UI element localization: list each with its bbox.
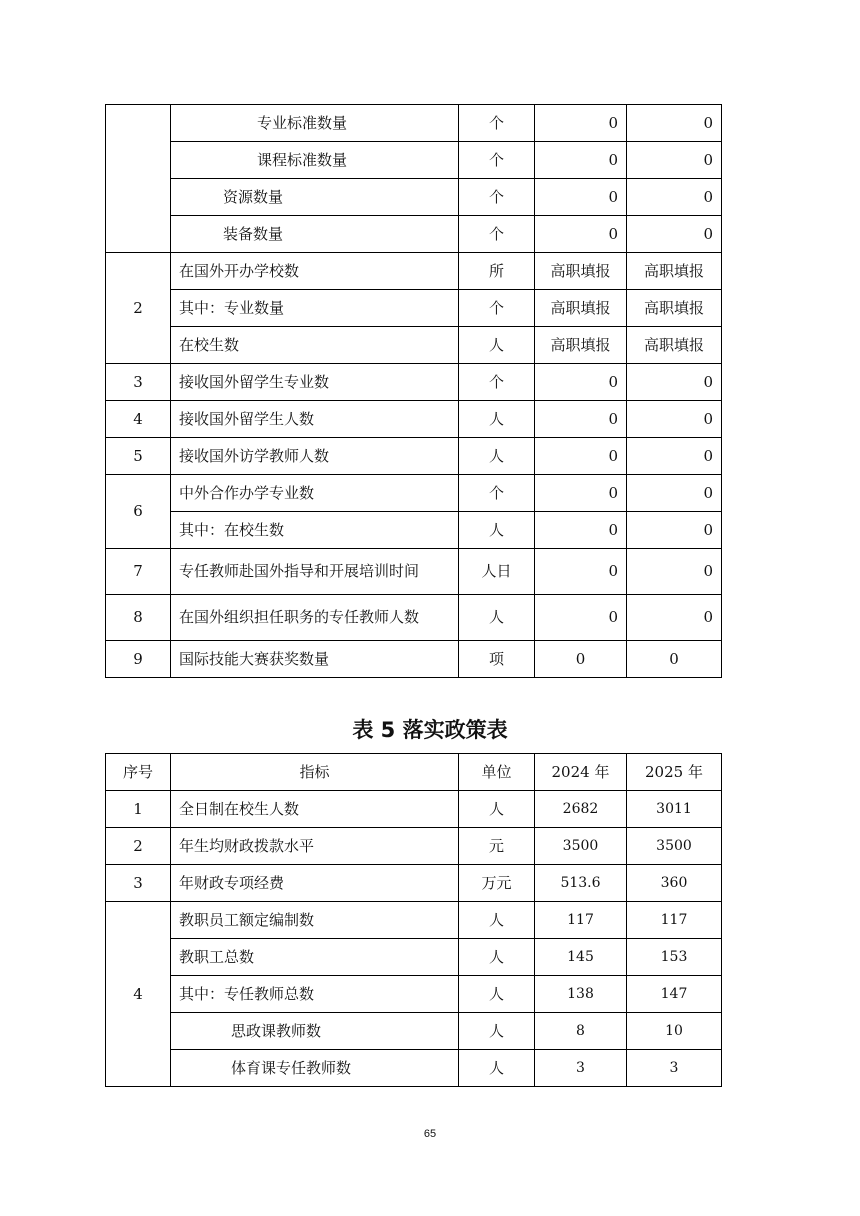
value-2024-cell: 3500	[535, 828, 627, 865]
header-unit: 单位	[459, 754, 535, 791]
value-2025-cell: 高职填报	[627, 290, 722, 327]
value-2025-cell: 0	[627, 105, 722, 142]
value-2024-cell: 高职填报	[535, 327, 627, 364]
row-number: 9	[106, 641, 171, 678]
value-2024-cell: 0	[535, 549, 627, 595]
row-number: 1	[106, 791, 171, 828]
value-2024-cell: 0	[535, 216, 627, 253]
row-number: 7	[106, 549, 171, 595]
indicator-cell: 思政课教师数	[171, 1013, 459, 1050]
unit-cell: 个	[459, 142, 535, 179]
row-number: 8	[106, 595, 171, 641]
indicator-cell: 在校生数	[171, 327, 459, 364]
row-number: 2	[106, 253, 171, 364]
row-number: 4	[106, 401, 171, 438]
table-row	[106, 142, 722, 179]
table-row	[106, 902, 722, 939]
table-row	[106, 791, 722, 828]
header-2024: 2024 年	[535, 754, 627, 791]
value-2024-cell: 0	[535, 105, 627, 142]
unit-cell: 人	[459, 438, 535, 475]
table-row	[106, 865, 722, 902]
unit-cell: 个	[459, 475, 535, 512]
value-2025-cell: 3011	[627, 791, 722, 828]
indicator-cell: 体育课专任教师数	[171, 1050, 459, 1087]
unit-cell: 人	[459, 939, 535, 976]
unit-cell: 人	[459, 902, 535, 939]
table-row	[106, 595, 722, 641]
row-number	[106, 105, 171, 253]
unit-cell: 人	[459, 595, 535, 641]
indicator-cell: 接收国外留学生专业数	[171, 364, 459, 401]
table-row	[106, 976, 722, 1013]
indicator-cell: 其中：在校生数	[171, 512, 459, 549]
value-2025-cell: 0	[627, 179, 722, 216]
unit-cell: 个	[459, 364, 535, 401]
unit-cell: 项	[459, 641, 535, 678]
table-row	[106, 939, 722, 976]
value-2025-cell: 高职填报	[627, 253, 722, 290]
unit-cell: 人	[459, 1050, 535, 1087]
unit-cell: 人	[459, 327, 535, 364]
unit-cell: 个	[459, 216, 535, 253]
indicator-cell: 教职员工额定编制数	[171, 902, 459, 939]
table-row	[106, 290, 722, 327]
value-2025-cell: 0	[627, 438, 722, 475]
value-2025-cell: 0	[627, 512, 722, 549]
table-row	[106, 364, 722, 401]
indicator-cell: 教职工总数	[171, 939, 459, 976]
value-2024-cell: 0	[535, 641, 627, 678]
table-row	[106, 179, 722, 216]
value-2024-cell: 117	[535, 902, 627, 939]
unit-cell: 人	[459, 976, 535, 1013]
value-2025-cell: 10	[627, 1013, 722, 1050]
table-row	[106, 641, 722, 678]
unit-cell: 个	[459, 290, 535, 327]
value-2025-cell: 0	[627, 595, 722, 641]
value-2024-cell: 0	[535, 438, 627, 475]
value-2025-cell: 0	[627, 475, 722, 512]
unit-cell: 人日	[459, 549, 535, 595]
unit-cell: 人	[459, 512, 535, 549]
table-row	[106, 475, 722, 512]
row-number: 3	[106, 865, 171, 902]
value-2024-cell: 0	[535, 142, 627, 179]
row-number: 3	[106, 364, 171, 401]
indicator-cell: 接收国外访学教师人数	[171, 438, 459, 475]
indicator-cell: 专业标准数量	[171, 105, 459, 142]
header-no: 序号	[106, 754, 171, 791]
indicator-cell: 中外合作办学专业数	[171, 475, 459, 512]
value-2024-cell: 2682	[535, 791, 627, 828]
page-number: 65	[423, 1128, 437, 1140]
value-2025-cell: 3	[627, 1050, 722, 1087]
value-2024-cell: 3	[535, 1050, 627, 1087]
value-2025-cell: 147	[627, 976, 722, 1013]
value-2024-cell: 高职填报	[535, 290, 627, 327]
value-2024-cell: 0	[535, 179, 627, 216]
international-cooperation-table	[105, 104, 722, 678]
header-2025: 2025 年	[627, 754, 722, 791]
row-number: 4	[106, 902, 171, 1087]
value-2025-cell: 0	[627, 401, 722, 438]
table-row	[106, 549, 722, 595]
unit-cell: 个	[459, 105, 535, 142]
value-2025-cell: 3500	[627, 828, 722, 865]
value-2025-cell: 360	[627, 865, 722, 902]
unit-cell: 万元	[459, 865, 535, 902]
indicator-cell: 在国外组织担任职务的专任教师人数	[171, 595, 459, 641]
indicator-cell: 年生均财政拨款水平	[171, 828, 459, 865]
row-number: 2	[106, 828, 171, 865]
indicator-cell: 国际技能大赛获奖数量	[171, 641, 459, 678]
value-2024-cell: 0	[535, 595, 627, 641]
table-row	[106, 1050, 722, 1087]
indicator-cell: 年财政专项经费	[171, 865, 459, 902]
unit-cell: 所	[459, 253, 535, 290]
value-2025-cell: 0	[627, 142, 722, 179]
value-2024-cell: 0	[535, 364, 627, 401]
indicator-cell: 其中：专业数量	[171, 290, 459, 327]
unit-cell: 人	[459, 791, 535, 828]
value-2024-cell: 513.6	[535, 865, 627, 902]
table-row	[106, 401, 722, 438]
table-row	[106, 828, 722, 865]
value-2025-cell: 0	[627, 364, 722, 401]
indicator-cell: 专任教师赴国外指导和开展培训时间	[171, 549, 459, 595]
indicator-cell: 接收国外留学生人数	[171, 401, 459, 438]
header-indicator: 指标	[171, 754, 459, 791]
table-row	[106, 438, 722, 475]
indicator-cell: 全日制在校生人数	[171, 791, 459, 828]
unit-cell: 元	[459, 828, 535, 865]
table-row	[106, 512, 722, 549]
unit-cell: 个	[459, 179, 535, 216]
value-2025-cell: 高职填报	[627, 327, 722, 364]
table-row	[106, 253, 722, 290]
indicator-cell: 装备数量	[171, 216, 459, 253]
table-header-row	[106, 754, 722, 791]
unit-cell: 人	[459, 401, 535, 438]
table-row	[106, 327, 722, 364]
indicator-cell: 课程标准数量	[171, 142, 459, 179]
indicator-cell: 其中：专任教师总数	[171, 976, 459, 1013]
row-number: 5	[106, 438, 171, 475]
table-row	[106, 216, 722, 253]
value-2025-cell: 0	[627, 641, 722, 678]
indicator-cell: 资源数量	[171, 179, 459, 216]
value-2024-cell: 8	[535, 1013, 627, 1050]
value-2024-cell: 0	[535, 475, 627, 512]
value-2025-cell: 0	[627, 549, 722, 595]
table-row	[106, 1013, 722, 1050]
row-number: 6	[106, 475, 171, 549]
value-2025-cell: 117	[627, 902, 722, 939]
policy-implementation-table	[105, 753, 722, 1087]
value-2024-cell: 138	[535, 976, 627, 1013]
value-2024-cell: 145	[535, 939, 627, 976]
unit-cell: 人	[459, 1013, 535, 1050]
table-row	[106, 105, 722, 142]
value-2024-cell: 0	[535, 401, 627, 438]
indicator-cell: 在国外开办学校数	[171, 253, 459, 290]
value-2024-cell: 高职填报	[535, 253, 627, 290]
value-2025-cell: 153	[627, 939, 722, 976]
value-2024-cell: 0	[535, 512, 627, 549]
table-title: 表 5 落实政策表	[352, 718, 508, 742]
value-2025-cell: 0	[627, 216, 722, 253]
